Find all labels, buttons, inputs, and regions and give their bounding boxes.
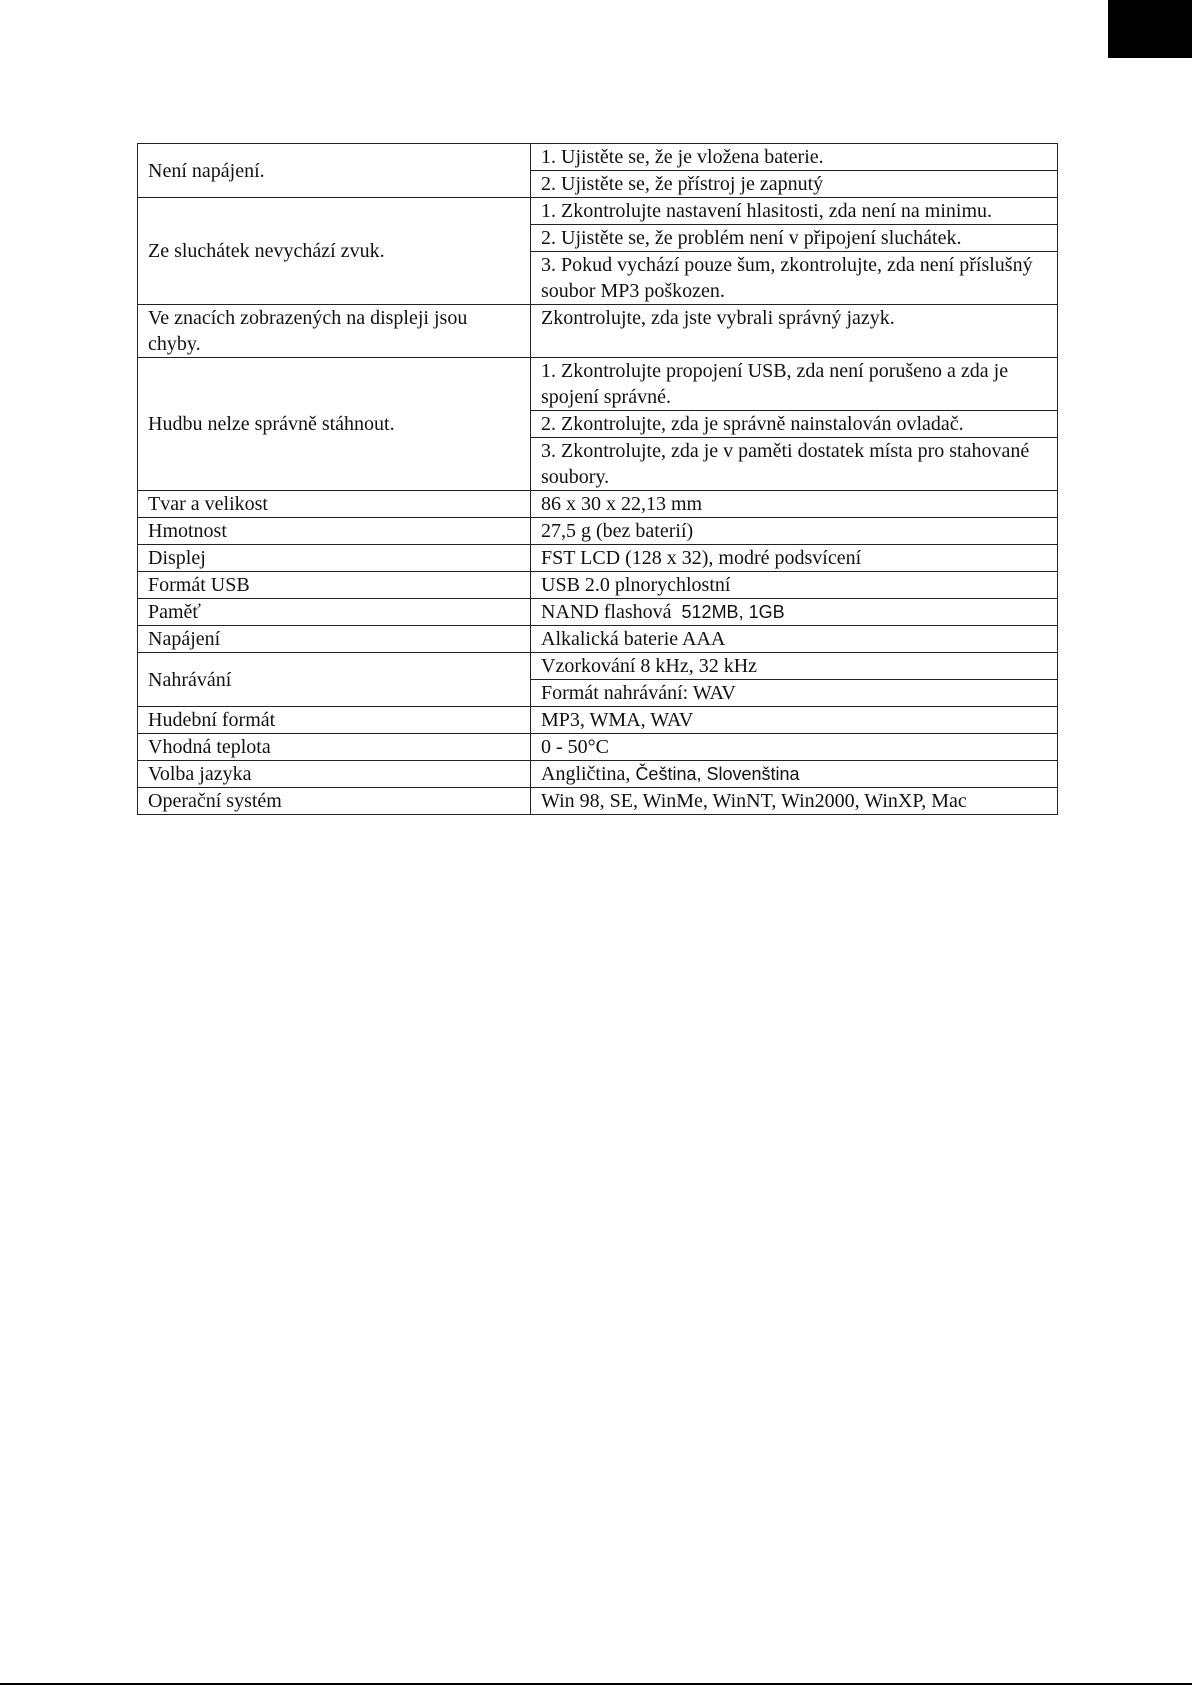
table-row [138,144,1058,171]
solution-cell: 2. Zkontrolujte, zda je správně nainstalován ovladač. [531,411,1058,438]
spec-label: Tvar a velikost [138,491,531,518]
memory-type: NAND flashová [541,601,672,623]
solution-cell: 2. Ujistěte se, že problém není v připojení sluchátek. [531,225,1058,252]
solution-cell: 3. Zkontrolujte, zda je v paměti dostatek místa pro stahované soubory. [531,438,1058,491]
solution-cell: 1. Zkontrolujte nastavení hlasitosti, zda není na minimu. [531,198,1058,225]
spec-value: Alkalická baterie AAA [531,626,1058,653]
problem-no-sound: Ze sluchátek nevychází zvuk. [138,198,531,305]
spec-value [531,599,1058,626]
table-row [138,518,1058,545]
spec-value: 27,5 g (bez baterií) [531,518,1058,545]
problem-download: Hudbu nelze správně stáhnout. [138,358,531,491]
table-row [138,198,1058,225]
table-row [138,653,1058,680]
spec-label: Formát USB [138,572,531,599]
spec-label: Nahrávání [138,653,531,707]
spec-value: MP3, WMA, WAV [531,707,1058,734]
solution-cell: Zkontrolujte, zda jste vybrali správný jazyk. [531,305,1058,358]
table-row [138,545,1058,572]
spec-value: FST LCD (128 x 32), modré podsvícení [531,545,1058,572]
table-row [138,761,1058,788]
problem-no-power: Není napájení. [138,144,531,198]
table-row [138,707,1058,734]
solution-cell: 1. Zkontrolujte propojení USB, zda není porušeno a zda je spojení správné. [531,358,1058,411]
problem-display-errors: Ve znacích zobrazených na displeji jsou chyby. [138,305,531,358]
language-rest: Čeština, Slovenština [635,764,800,784]
table-row [138,599,1058,626]
solution-cell: 1. Ujistěte se, že je vložena baterie. [531,144,1058,171]
spec-label: Displej [138,545,531,572]
spec-value: Win 98, SE, WinMe, WinNT, Win2000, WinXP, Mac [531,788,1058,815]
spec-value: USB 2.0 plnorychlostní [531,572,1058,599]
spec-label: Hmotnost [138,518,531,545]
spec-value: 0 - 50°C [531,734,1058,761]
table-row [138,626,1058,653]
memory-sizes: 512MB, 1GB [681,602,785,622]
table-row [138,572,1058,599]
spec-value: Formát nahrávání: WAV [531,680,1058,707]
table-row [138,305,1058,358]
spec-label: Vhodná teplota [138,734,531,761]
page-corner-tab [1108,0,1192,58]
spec-label: Napájení [138,626,531,653]
spec-value: Vzorkování 8 kHz, 32 kHz [531,653,1058,680]
solution-cell: 2. Ujistěte se, že přístroj je zapnutý [531,171,1058,198]
spec-label: Operační systém [138,788,531,815]
table-row [138,358,1058,411]
table-row [138,788,1058,815]
spec-label: Hudební formát [138,707,531,734]
language-first: Angličtina, [541,763,631,785]
table-row [138,491,1058,518]
spec-value [531,761,1058,788]
spec-value: 86 x 30 x 22,13 mm [531,491,1058,518]
spec-label: Paměť [138,599,531,626]
specification-table [137,143,1058,815]
spec-label: Volba jazyka [138,761,531,788]
table-row [138,734,1058,761]
solution-cell: 3. Pokud vychází pouze šum, zkontrolujte, zda není příslušný soubor MP3 poškozen. [531,252,1058,305]
